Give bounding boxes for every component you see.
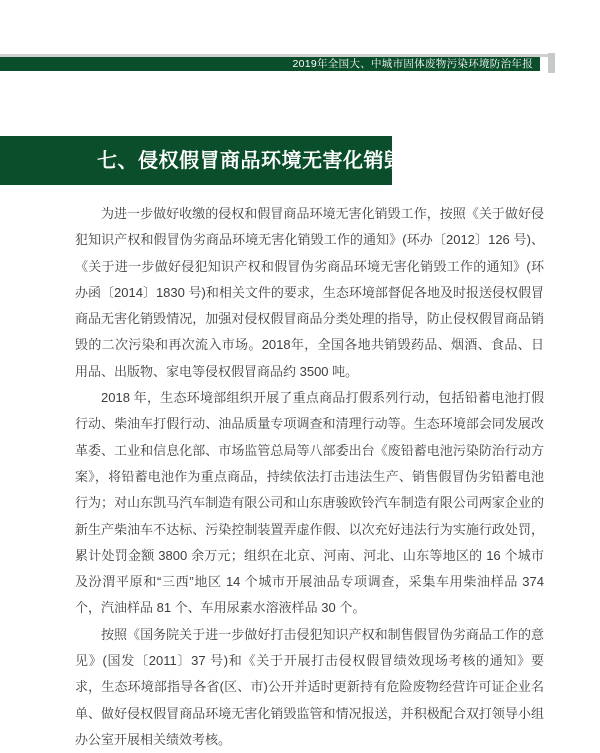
body-text: [75, 201, 544, 753]
paragraph-1: 为进一步做好收缴的侵权和假冒商品环境无害化销毁工作，按照《关于做好侵犯知识产权和假冒伪劣商品环境无害化销毁工作的通知》(环办〔2012〕126 号)、《关于进一步做好侵犯知识产权和假冒伪劣商品环境无害化销毁工作的通知》(环办函〔2014〕1830 号)和相关文件的要求，生态环境部督促各地及时报送侵权假冒商品无害化销毁情况，加强对侵权假冒商品分类处理的指导，防止侵权假冒商品销毁的二次污染和再次流入市场。2018年，全国各地共销毁药品、烟酒、食品、日用品、出版物、家电等侵权假冒商品约 3500 吨。: [75, 206, 544, 379]
page-edge-tab: [548, 53, 555, 73]
running-head-bar: [0, 57, 540, 71]
paragraph-3: 按照《国务院关于进一步做好打击侵犯知识产权和制售假冒伪劣商品工作的意见》(国发〔2011〕37 号)和《关于开展打击侵权假冒绩效现场考核的通知》要求，生态环境部指导各省(区、市)公开并适时更新持有危险废物经营许可证企业名单、做好侵权假冒商品环境无害化销毁监管和情况报送，并积极配合双打领导小组办公室开展相关绩效考核。: [75, 626, 544, 747]
section-title-banner: [0, 136, 405, 185]
paragraph-2: 2018 年，生态环境部组织开展了重点商品打假系列行动，包括铅蓄电池打假行动、柴油车打假行动、油品质量专项调查和清理行动等。生态环境部会同发展改革委、工业和信息化部、市场监管总局等八部委出台《废铅蓄电池污染防治行动方案》，将铅蓄电池作为重点商品，持续依法打击违法生产、销售假冒伪劣铅蓄电池行为；对山东凯马汽车制造有限公司和山东唐骏欧铃汽车制造有限公司两家企业的新生产柴油车不达标、污染控制装置弄虚作假、以次充好违法行为实施行政处罚，累计处罚金额 3800 余万元；组织在北京、河南、河北、山东等地区的 16 个城市及汾渭平原和“三西”地区 14 个城市开展油品专项调查，采集车用柴油样品 374 个，汽油样品 81 个、车用尿素水溶液样品 30 个。: [75, 390, 544, 616]
section-title: 七、侵权假冒商品环境无害化销毁: [97, 150, 405, 172]
running-head-text: 2019年全国大、中城市固体废物污染环境防治年报: [292, 58, 533, 70]
